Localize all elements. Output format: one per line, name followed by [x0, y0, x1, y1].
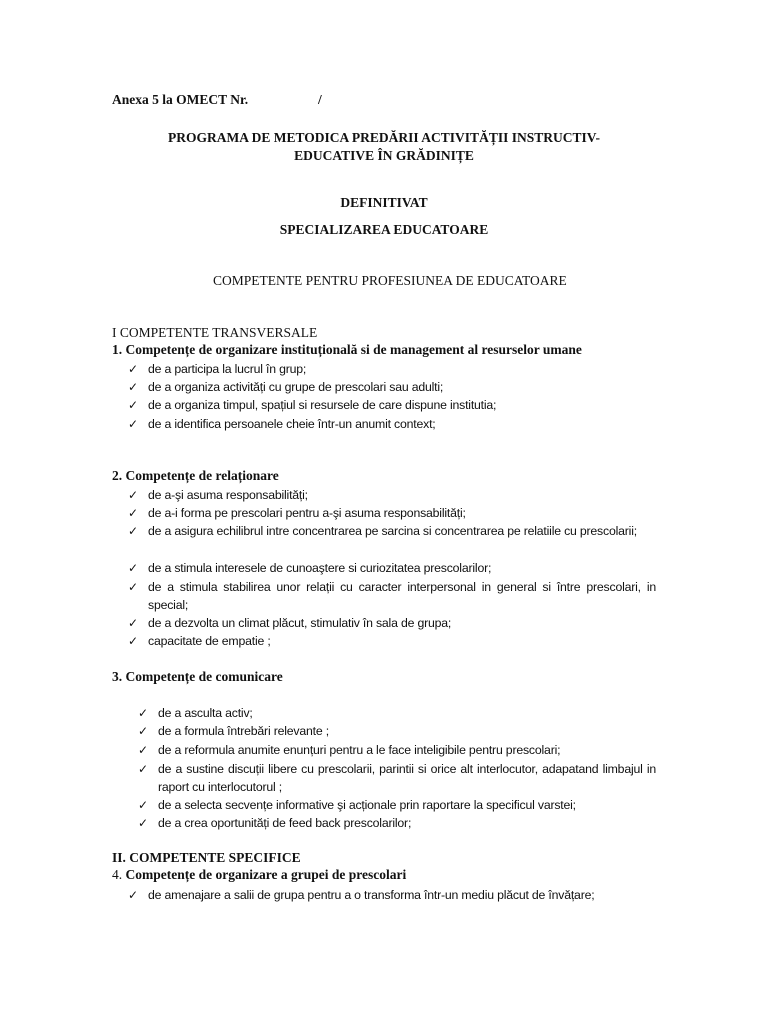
- checkmark-icon: ✓: [138, 816, 149, 830]
- list-item-text: capacitate de empatie ;: [148, 634, 271, 648]
- subsection-title: Competențe de relaționare: [125, 468, 279, 483]
- checkmark-icon: ✓: [138, 762, 149, 776]
- competences-title: COMPETENTE PENTRU PROFESIUNEA DE EDUCATOARE: [213, 273, 567, 288]
- subsection-number: 1.: [112, 342, 123, 357]
- checkmark-icon: ✓: [128, 417, 139, 431]
- subsection-4-heading: [112, 867, 406, 883]
- checkmark-icon: ✓: [128, 524, 139, 538]
- checkmark-icon: ✓: [128, 616, 139, 630]
- checkmark-icon: ✓: [138, 798, 149, 812]
- checkmark-icon: ✓: [138, 743, 149, 757]
- subsection-2-heading: [112, 468, 279, 484]
- checkmark-icon: ✓: [128, 362, 139, 376]
- subsection-number: 2.: [112, 468, 123, 483]
- subsection-1-heading: [112, 342, 582, 358]
- list-item-text: de a organiza activități cu grupe de prescolari sau adulti;: [148, 380, 444, 394]
- list-item-text: de a asculta activ;: [158, 706, 253, 720]
- list-item-text: de a participa la lucrul în grup;: [148, 362, 307, 376]
- section-specific-heading: II. COMPETENTE SPECIFICE: [112, 850, 301, 865]
- list-item-text: de a-şi asuma responsabilități;: [148, 488, 308, 502]
- program-title-line1: PROGRAMA DE METODICA PREDĂRII ACTIVITĂȚII INSTRUCTIV-: [168, 130, 600, 145]
- list-item-text: de a-i forma pe prescolari pentru a-şi asuma responsabilități;: [148, 506, 466, 520]
- list-item-text: de a selecta secvențe informative şi acționale prin raportare la specificul varstei;: [158, 798, 576, 812]
- list-item-text: de a dezvolta un climat plăcut, stimulativ în sala de grupa;: [148, 616, 452, 630]
- list-item-text: de amenajare a salii de grupa pentru a o transforma într-un mediu plăcut de învățare;: [148, 888, 595, 902]
- list-item-text: de a identifica persoanele cheie într-un anumit context;: [148, 417, 436, 431]
- checkmark-icon: ✓: [128, 380, 139, 394]
- list-item-text: de a sustine discuții libere cu prescolarii, parintii si orice alt interlocutor, adapatand limbajul in raport cu interlocutorul ;: [158, 762, 656, 794]
- list-item-text: de a stimula stabilirea unor relații cu caracter interpersonal in general si între prescolari, in special;: [148, 580, 656, 612]
- annex-reference: [112, 92, 322, 108]
- annex-slash: /: [318, 92, 322, 107]
- list-item-text: de a organiza timpul, spațiul si resursele de care dispune institutia;: [148, 398, 497, 412]
- checkmark-icon: ✓: [128, 398, 139, 412]
- checkmark-icon: ✓: [138, 706, 149, 720]
- list-item-text: de a stimula interesele de cunoaştere si curiozitatea prescolarilor;: [148, 561, 492, 575]
- subsection-3-heading: [112, 669, 283, 685]
- annex-label: Anexa 5 la OMECT Nr.: [112, 92, 249, 107]
- checkmark-icon: ✓: [128, 580, 139, 594]
- checkmark-icon: ✓: [128, 488, 139, 502]
- checkmark-icon: ✓: [128, 561, 139, 575]
- list-item-text: de a reformula anumite enunțuri pentru a le face inteligibile pentru prescolari;: [158, 743, 561, 757]
- definitivat-heading: DEFINITIVAT: [340, 195, 428, 210]
- list-item-text: de a asigura echilibrul intre concentrarea pe sarcina si concentrarea pe relatiile cu prescolarii;: [148, 524, 637, 538]
- program-title-line2: EDUCATIVE ÎN GRĂDINIȚE: [294, 148, 474, 163]
- list-item-text: de a crea oportunități de feed back prescolarilor;: [158, 816, 412, 830]
- subsection-number: 4.: [112, 867, 123, 882]
- subsection-title: Competențe de comunicare: [125, 669, 283, 684]
- subsection-title: Competențe de organizare a grupei de prescolari: [125, 867, 407, 882]
- checkmark-icon: ✓: [138, 724, 149, 738]
- checkmark-icon: ✓: [128, 888, 139, 902]
- subsection-title: Competențe de organizare instituțională si de management al resurselor umane: [125, 342, 582, 357]
- specialization-heading: SPECIALIZAREA EDUCATOARE: [279, 222, 489, 237]
- section-transversal-heading: I COMPETENTE TRANSVERSALE: [112, 325, 318, 340]
- checkmark-icon: ✓: [128, 506, 139, 520]
- subsection-number: 3.: [112, 669, 123, 684]
- checkmark-icon: ✓: [128, 634, 139, 648]
- list-item-text: de a formula întrebări relevante ;: [158, 724, 329, 738]
